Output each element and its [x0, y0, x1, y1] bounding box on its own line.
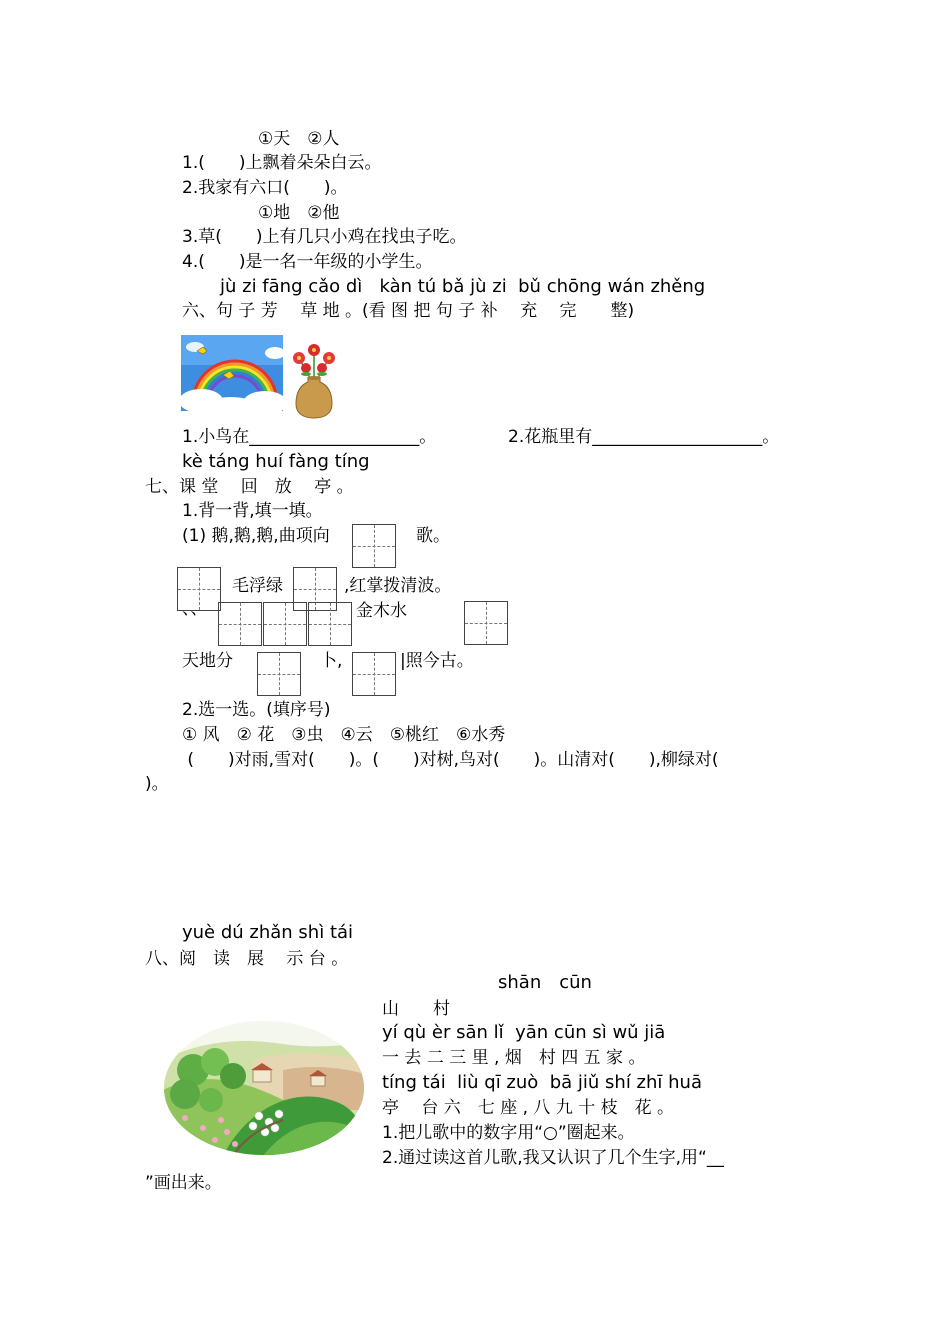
writing-grid-box[interactable] — [352, 524, 396, 568]
writing-grid-box[interactable] — [218, 602, 262, 646]
writing-grid-box[interactable] — [263, 602, 307, 646]
options-di-ta: ①地 ②他 — [258, 203, 340, 223]
question-6-1: 1.小鸟在____________________。 — [182, 427, 437, 447]
fill-line-2: )。 — [145, 774, 169, 794]
section-6-title: 六、句 子 芳 草 地 。(看 图 把 句 子 补 充 完 整) — [182, 301, 635, 321]
section-7-sub2: 2.选一选。(填序号) — [182, 700, 331, 720]
poem-line-1-pinyin: yí qù èr sān lǐ yān cūn sì wǔ jiā — [382, 1022, 666, 1043]
poem-line-4-lead: 天地分 — [182, 651, 233, 671]
writing-grid-box[interactable] — [352, 652, 396, 696]
poem-line-4-mid: 卜, — [320, 651, 343, 671]
section-7-options: ① 风 ② 花 ③虫 ④云 ⑤桃红 ⑥水秀 — [182, 725, 506, 745]
flower-vase-image — [288, 340, 340, 420]
options-tian-ren: ①天 ②人 — [258, 129, 340, 149]
poem-line-2-mid: 毛浮绿 — [232, 576, 283, 596]
writing-grid-box[interactable] — [464, 601, 508, 645]
poem-line-3-lead: 、、 — [182, 599, 208, 619]
fill-line-1: ( )对雨,雪对( )。( )对树,鸟对( )。山清对( ),柳绿对( — [182, 750, 719, 770]
section-7-pinyin: kè táng huí fàng tíng — [182, 451, 370, 472]
poem-line-2-pinyin: tíng tái liù qī zuò bā jiǔ shí zhī huā — [382, 1072, 702, 1093]
poem-title-pinyin: shān cūn — [498, 972, 592, 993]
poem-line-4-tail: |照今古。 — [400, 651, 474, 671]
question-8-2-continued: ”画出来。 — [145, 1173, 222, 1193]
poem-line-2: 亭 台 六 七 座 , 八 九 十 枝 花 。 — [382, 1098, 675, 1118]
village-landscape-image — [163, 1020, 365, 1156]
question-8-1: 1.把儿歌中的数字用“○”圈起来。 — [382, 1123, 635, 1143]
question-8-2: 2.通过读这首儿歌,我又认识了几个生字,用“__ — [382, 1148, 724, 1168]
question-5-4: 4.( )是一名一年级的小学生。 — [182, 252, 433, 272]
poem-title: 山 村 — [382, 999, 450, 1019]
question-5-3: 3.草( )上有几只小鸡在找虫子吃。 — [182, 227, 467, 247]
poem-line-1: 一 去 二 三 里 , 烟 村 四 五 家 。 — [382, 1048, 646, 1068]
section-7-title: 七、课 堂 回 放 亭 。 — [145, 477, 354, 497]
poem-line-1: (1) 鹅,鹅,鹅,曲项向 — [182, 526, 330, 546]
poem-line-3-tail: 金木水 — [356, 601, 407, 621]
question-6-2: 2.花瓶里有____________________。 — [508, 427, 780, 447]
section-8-title: 八、阅 读 展 示 台 。 — [145, 949, 349, 969]
writing-grid-box[interactable] — [308, 602, 352, 646]
rainbow-birds-image — [181, 335, 283, 411]
writing-grid-box[interactable] — [257, 652, 301, 696]
section-8-pinyin: yuè dú zhǎn shì tái — [182, 922, 354, 943]
section-7-sub1: 1.背一背,填一填。 — [182, 501, 323, 521]
section-6-pinyin: jù zi fāng cǎo dì kàn tú bǎ jù zi bǔ chōng wán zhěng — [220, 276, 706, 297]
question-5-1: 1.( )上飘着朵朵白云。 — [182, 153, 382, 173]
poem-line-2-tail: ,红掌拨清波。 — [344, 576, 452, 596]
poem-line-1-tail: 歌。 — [416, 526, 450, 546]
question-5-2: 2.我家有六口( )。 — [182, 178, 348, 198]
